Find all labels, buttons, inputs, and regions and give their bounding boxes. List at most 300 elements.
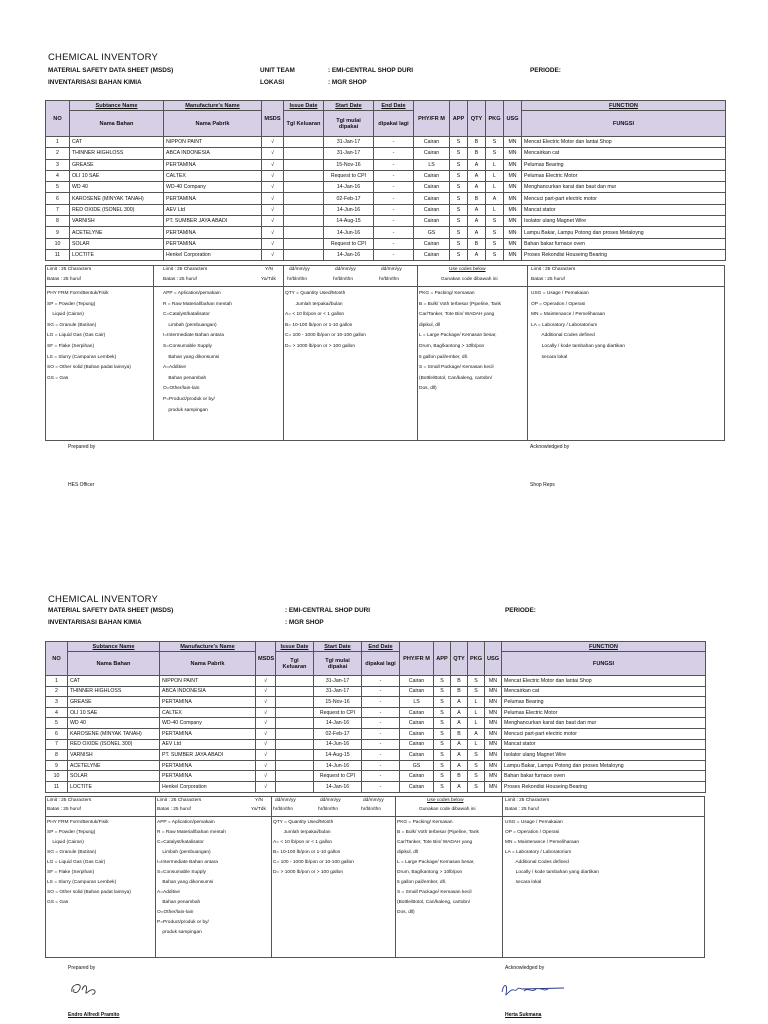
row-pkg: L (486, 170, 504, 181)
legend-line: PKG = Packing/ Kemasan (397, 820, 453, 825)
table-row (46, 182, 726, 193)
row-issue-date (284, 182, 324, 193)
row-nama-pabrik: PERTAMINA (164, 238, 262, 249)
legend-line: SG = Granule (Butiran) (47, 322, 97, 328)
row-phy: Cairan (400, 771, 434, 782)
row-nama-pabrik: PERTAMINA (164, 193, 262, 204)
shop-reps: Shop Reps (530, 482, 555, 488)
row-qty: A (468, 204, 486, 215)
legend-line: A= < 10 lb/pon or < 1 gallon (285, 312, 345, 318)
row-fungsi: Bahan bakar furnace oven (502, 771, 706, 782)
row-issue-date (276, 676, 314, 687)
row-end-date: - (374, 137, 414, 148)
legend-line: Bahan yang dikonsumsi (163, 354, 220, 360)
legend-line: S=Consumable Supply (163, 343, 212, 349)
row-nama-bahan: WD 40 (70, 182, 164, 193)
legend-line: (Bottle/Botol, Can/kaleng, cartobn/ (419, 375, 493, 381)
row-usg: MN (504, 249, 522, 260)
row-usg: MN (504, 193, 522, 204)
col-nama-pabrik: Nama Pabrik (164, 111, 262, 137)
row-fungsi: Mancat stator (522, 204, 726, 215)
row-app: S (450, 159, 468, 170)
row-nama-bahan: VARNISH (68, 750, 160, 761)
row-end-date: - (362, 728, 400, 739)
row-usg: MN (504, 204, 522, 215)
row-nama-pabrik: NIPPON PAINT (160, 676, 256, 687)
row-start-date: 31-Jan-17 (314, 676, 362, 687)
row-no: 5 (46, 182, 70, 193)
row-qty: A (468, 249, 486, 260)
col-end-date: End Date (374, 101, 414, 111)
row-end-date: - (374, 238, 414, 249)
periode-label: PERIODE: (505, 607, 536, 614)
table-row (46, 750, 706, 761)
col-end-date: End Date (362, 642, 400, 652)
row-fungsi: Bahan bakar furnace oven (522, 238, 726, 249)
col-dipakai-lagi: dipakai lagi (374, 111, 414, 137)
row-no: 11 (46, 781, 68, 792)
signature-right-image (498, 980, 568, 1000)
col-issue-date: Issue Date (284, 101, 324, 111)
row-no: 2 (46, 148, 70, 159)
row-end-date: - (374, 148, 414, 159)
limit-hbt-2: hr/bln/thn (333, 277, 354, 282)
row-nama-pabrik: WD-40 Company (164, 182, 262, 193)
row-end-date: - (362, 760, 400, 771)
row-fungsi: Menghancurkan karat dan baut dan mur (502, 718, 706, 729)
legend-line: MN = Maintenance / Pemeliharaan (531, 312, 605, 318)
legend-line: L = Large Package/ Kemasan besar, (419, 333, 497, 339)
row-nama-bahan: KAROSENE (MINYAK TANAH) (68, 728, 160, 739)
legend-line: Bahan penambah (157, 900, 201, 905)
row-usg: MN (504, 159, 522, 170)
row-issue-date (276, 750, 314, 761)
row-fungsi: Proses Rekondisi Houseing Bearing (502, 781, 706, 792)
col-tgl-keluaran: Tgl Keluaran (284, 111, 324, 137)
row-end-date: - (374, 182, 414, 193)
row-no: 7 (46, 739, 68, 750)
lokasi-label: LOKASI (260, 79, 285, 86)
table-row (46, 170, 726, 181)
row-nama-pabrik: Henkel Corporation (160, 781, 256, 792)
row-start-date: Request to CPI (324, 238, 374, 249)
row-nama-pabrik: WD-40 Company (160, 718, 256, 729)
legend-line: LS = Slurry (Campuran Lembek) (47, 880, 117, 885)
legend-line: Liquid (Cairan) (47, 840, 84, 845)
row-no: 3 (46, 697, 68, 708)
row-msds: √ (256, 686, 276, 697)
legend-line: SO = Other solid (Bahan padat lainnya) (47, 890, 131, 895)
row-pkg: L (468, 718, 485, 729)
legend-line: MN = Maintenance / Pemeliharaan (505, 840, 579, 845)
row-qty: A (451, 781, 468, 792)
row-phy: Cairan (400, 718, 434, 729)
col-nama-pabrik: Nama Pabrik (160, 652, 256, 676)
row-phy: Cairan (400, 676, 434, 687)
row-phy: Cairan (400, 728, 434, 739)
row-phy: GS (414, 227, 450, 238)
row-fungsi: Mencat Electric Motor dan lantai Shop (502, 676, 706, 687)
row-nama-pabrik: CALTEX (160, 707, 256, 718)
legend-line: P=Product/produk or by/ (157, 920, 209, 925)
legend-line: Additional Codes defined (531, 333, 595, 339)
legend-line: Drum, Bag/kantong > 10lb/pon (419, 343, 485, 349)
col-substance: Subtance Name (70, 101, 164, 111)
legend-line: USG = Usage / Pemakaian (505, 820, 563, 825)
row-usg: MN (485, 750, 502, 761)
row-msds: √ (262, 159, 284, 170)
row-qty: A (468, 182, 486, 193)
row-nama-pabrik: PERTAMINA (160, 728, 256, 739)
legend-line: S = Small Package/ Kemasan kecil (397, 890, 472, 895)
row-qty: A (451, 760, 468, 771)
row-end-date: - (362, 750, 400, 761)
legend-line: D= > 1000 lb/pon or > 100 gallon (273, 870, 344, 875)
col-phy: PHY/FR M (400, 642, 434, 676)
row-qty: B (451, 676, 468, 687)
row-msds: √ (262, 249, 284, 260)
row-phy: LS (400, 697, 434, 708)
col-no: NO (46, 642, 68, 676)
legend-line: secara lokal (505, 880, 542, 885)
row-no: 1 (46, 676, 68, 687)
row-issue-date (276, 686, 314, 697)
row-msds: √ (262, 148, 284, 159)
row-pkg: L (486, 204, 504, 215)
col-substance: Subtance Name (68, 642, 160, 652)
limit-hbt-3: hr/bln/thn (361, 807, 382, 812)
legend-line: C= 100 - 1000 lb/pon or 10-100 gallon (285, 333, 366, 339)
limit-yatdk: Ya/Tdk (261, 277, 276, 282)
limit-chars-1: Limit : 25 Characters (47, 798, 92, 803)
legend-line: dipikul, dll (397, 850, 419, 855)
row-issue-date (276, 697, 314, 708)
legend-line: A=Additive (157, 890, 181, 895)
row-pkg: A (468, 728, 485, 739)
row-app: S (450, 227, 468, 238)
limit-hbt-1: hr/bln/thn (273, 807, 294, 812)
legend-app (163, 291, 232, 418)
legend-line: Drum, Bag/kantong > 10lb/pon (397, 870, 463, 875)
sheet-title: CHEMICAL INVENTORY (48, 594, 159, 605)
row-pkg: S (468, 771, 485, 782)
row-end-date: - (362, 707, 400, 718)
limit-hbt-2: hr/bln/thn (318, 807, 339, 812)
row-qty: A (468, 159, 486, 170)
row-msds: √ (256, 697, 276, 708)
col-tgl-mulai: Tgl mulai dipakai (324, 111, 374, 137)
row-qty: A (451, 718, 468, 729)
col-usg: USG (485, 642, 502, 676)
row-nama-pabrik: PERTAMINA (164, 227, 262, 238)
row-msds: √ (262, 238, 284, 249)
legend-usg (505, 820, 599, 890)
row-pkg: L (468, 697, 485, 708)
legend-line: D= > 1000 lb/pon or > 100 gallon (285, 343, 356, 349)
table-row (46, 216, 726, 227)
use-codes-below: Use codes below (449, 267, 486, 272)
row-msds: √ (256, 760, 276, 771)
row-nama-pabrik: Henkel Corporation (164, 249, 262, 260)
legend-app (157, 820, 226, 940)
row-start-date: 31-Jan-17 (314, 686, 362, 697)
row-app: S (450, 238, 468, 249)
col-issue-date: Issue Date (276, 642, 314, 652)
row-no: 6 (46, 728, 68, 739)
row-start-date: 14-Jun-16 (314, 739, 362, 750)
row-msds: √ (256, 707, 276, 718)
row-phy: Cairan (414, 148, 450, 159)
legend-block (45, 265, 725, 441)
col-fungsi: FUNGSI (522, 111, 726, 137)
row-app: S (450, 204, 468, 215)
col-phy: PHY/FR M (414, 101, 450, 137)
hes-officer: HES Officer (68, 482, 95, 488)
row-usg: MN (485, 739, 502, 750)
legend-line: SF = Flake (Serpihan) (47, 343, 95, 349)
row-msds: √ (256, 750, 276, 761)
row-nama-bahan: SOLAR (68, 771, 160, 782)
row-start-date: 14-Jan-16 (314, 781, 362, 792)
row-nama-bahan: GREASE (70, 159, 164, 170)
legend-phy (47, 820, 131, 910)
legend-phy (47, 291, 131, 386)
legend-line: Jumlah terpakai/bulan (273, 830, 331, 835)
legend-line: SO = Other solid (Bahan padat lainnya) (47, 365, 131, 371)
row-msds: √ (262, 204, 284, 215)
row-end-date: - (374, 249, 414, 260)
row-start-date: 14-Aug-15 (314, 750, 362, 761)
row-nama-bahan: WD 40 (68, 718, 160, 729)
row-end-date: - (374, 159, 414, 170)
row-fungsi: Mencairkan cat (522, 148, 726, 159)
row-no: 1 (46, 137, 70, 148)
row-msds: √ (256, 739, 276, 750)
row-pkg: S (486, 249, 504, 260)
limit-batas-3: Batas : 25 huruf (505, 807, 539, 812)
row-nama-pabrik: PERTAMINA (160, 760, 256, 771)
row-qty: A (451, 739, 468, 750)
use-codes-below: Use codes below (427, 798, 464, 803)
row-app: S (434, 676, 451, 687)
row-fungsi: Isolator ulang Magnet Wire (502, 750, 706, 761)
row-nama-pabrik: ABCA INDONESIA (164, 148, 262, 159)
row-fungsi: Menghancurkan karat dan baut dan mur (522, 182, 726, 193)
row-fungsi: Isolator ulang Magnet Wire (522, 216, 726, 227)
row-nama-pabrik: PERTAMINA (164, 159, 262, 170)
limit-chars-3: Limit : 25 Characters (531, 267, 576, 272)
row-fungsi: Pelumas Bearing (522, 159, 726, 170)
row-pkg: S (468, 686, 485, 697)
row-no: 4 (46, 170, 70, 181)
legend-line: Additional Codes defined (505, 860, 569, 865)
row-no: 5 (46, 718, 68, 729)
limit-chars-3: Limit : 25 Characters (505, 798, 550, 803)
table-row (46, 676, 706, 687)
row-usg: MN (485, 686, 502, 697)
row-msds: √ (256, 728, 276, 739)
row-usg: MN (504, 137, 522, 148)
row-fungsi: Mancat stator (502, 739, 706, 750)
preparer-name: Endro Alfredi Pramito (68, 1012, 120, 1018)
legend-line: (Bottle/Botol, Can/kaleng, cartobn/ (397, 900, 471, 905)
legend-line: O=Other/lain-lain (157, 910, 194, 915)
row-no: 4 (46, 707, 68, 718)
row-app: S (434, 686, 451, 697)
inventory-table (45, 641, 706, 793)
row-usg: MN (485, 760, 502, 771)
row-msds: √ (256, 718, 276, 729)
row-issue-date (284, 249, 324, 260)
col-pkg: PKG (486, 101, 504, 137)
row-nama-bahan: CAT (70, 137, 164, 148)
legend-line: OP = Operation / Operasi (531, 301, 586, 307)
legend-line: S = Small Package/ Kemasan kecil (419, 365, 494, 371)
col-msds: MSDS (256, 642, 276, 676)
row-start-date: 02-Feb-17 (324, 193, 374, 204)
legend-line: I=Intermediate Bahan antara (157, 860, 218, 865)
row-start-date: 14-Jun-16 (314, 760, 362, 771)
legend-line: Liquid (Cairan) (47, 312, 84, 318)
legend-line: Locally / kode tambahan yang diartikan (505, 870, 599, 875)
row-fungsi: Mencat Electric Motor dan lantai Shop (522, 137, 726, 148)
acknowledged-by: Acknowledged by (505, 965, 545, 971)
row-qty: B (468, 238, 486, 249)
row-app: S (434, 760, 451, 771)
table-row (46, 238, 726, 249)
gunakan-code: Gunakan code dibawah ini (441, 277, 498, 282)
legend-line: A=Additive (163, 365, 187, 371)
col-manufacture: Manufacture's Name (164, 101, 262, 111)
limit-yn: Y/N (265, 267, 273, 272)
limit-yn: Y/N (255, 798, 263, 803)
legend-line: P=Product/produk or by/ (163, 396, 215, 402)
row-pkg: S (486, 227, 504, 238)
row-end-date: - (362, 697, 400, 708)
row-nama-pabrik: PERTAMINA (160, 697, 256, 708)
legend-line: OP = Operation / Operasi (505, 830, 560, 835)
row-msds: √ (262, 227, 284, 238)
inventarisasi-label: INVENTARISASI BAHAN KIMIA (48, 79, 142, 86)
row-phy: Cairan (414, 204, 450, 215)
row-fungsi: Proses Rekondisi Houseing Bearing (522, 249, 726, 260)
row-phy: Cairan (400, 686, 434, 697)
row-qty: B (468, 137, 486, 148)
row-no: 9 (46, 760, 68, 771)
row-phy: Cairan (414, 182, 450, 193)
row-start-date: Request to CPI (314, 707, 362, 718)
row-issue-date (276, 739, 314, 750)
row-fungsi: Lampu Bakar, Lampu Potong dan proses Metaloyng (522, 227, 726, 238)
row-end-date: - (374, 204, 414, 215)
row-phy: Cairan (400, 781, 434, 792)
row-start-date: 31-Jan-17 (324, 148, 374, 159)
row-end-date: - (374, 216, 414, 227)
acknowledged-by: Acknowledged by (530, 444, 570, 450)
col-function: FUNCTION (522, 101, 726, 111)
limit-yatdk: Ya/Tdk (251, 807, 266, 812)
legend-line: B= 10-100 lb/pon or 1-10 gallon (285, 322, 353, 328)
row-app: S (450, 216, 468, 227)
inventory-table (45, 100, 726, 261)
row-start-date: Request to CPI (314, 771, 362, 782)
row-qty: B (451, 728, 468, 739)
row-issue-date (284, 227, 324, 238)
row-issue-date (284, 238, 324, 249)
row-fungsi: Mencuci part-part electric motor (502, 728, 706, 739)
limit-dmy-2: dd/mm/yy (335, 267, 356, 272)
legend-line: produk sampingan (163, 407, 208, 413)
row-issue-date (284, 216, 324, 227)
table-row (46, 686, 706, 697)
row-end-date: - (362, 771, 400, 782)
unit-team-value: : EMI-CENTRAL SHOP DURI (328, 67, 413, 74)
legend-line: dipikul, dll (419, 322, 441, 328)
row-pkg: S (486, 148, 504, 159)
row-qty: A (451, 707, 468, 718)
row-nama-pabrik: ABCA INDONESIA (160, 686, 256, 697)
row-phy: LS (414, 159, 450, 170)
legend-line: A= < 10 lb/pon or < 1 gallon (273, 840, 333, 845)
row-phy: Cairan (400, 707, 434, 718)
row-issue-date (276, 760, 314, 771)
row-fungsi: Mencuci part-part electric motor (522, 193, 726, 204)
legend-line: SG = Granule (Butiran) (47, 850, 97, 855)
row-usg: MN (504, 170, 522, 181)
legend-line: Car/Tanker, Tote Bin/ WADAH yang (397, 840, 473, 845)
row-usg: MN (504, 216, 522, 227)
legend-line: LA = Laboratory / Laboratorium (531, 322, 598, 328)
table-row (46, 137, 726, 148)
legend-line: LG = Liquid Gas (Gas Cair) (47, 860, 106, 865)
row-pkg: S (468, 676, 485, 687)
table-row (46, 718, 706, 729)
row-start-date: 14-Aug-15 (324, 216, 374, 227)
gunakan-code: Gunakan code dibawah ini (419, 807, 476, 812)
row-nama-bahan: THINNER HIGHLOSS (68, 686, 160, 697)
legend-line: Bahan penambah (163, 375, 207, 381)
row-nama-pabrik: PT. SUMBER JAYA ABADI (164, 216, 262, 227)
col-fungsi: FUNGSI (502, 652, 706, 676)
col-dipakai-lagi: dipakai lagi (362, 652, 400, 676)
row-msds: √ (262, 182, 284, 193)
row-qty: A (451, 697, 468, 708)
row-pkg: S (468, 760, 485, 771)
table-row (46, 707, 706, 718)
row-phy: Cairan (414, 170, 450, 181)
signature-left-image (68, 978, 108, 1000)
row-phy: Cairan (414, 193, 450, 204)
limit-dmy-3: dd/mm/yy (363, 798, 384, 803)
row-issue-date (276, 718, 314, 729)
col-nama-bahan: Nama Bahan (70, 111, 164, 137)
legend-line: QTY = Quantity Used/Month (273, 820, 334, 825)
legend-line: Limbah (pembuangan) (163, 322, 217, 328)
row-msds: √ (262, 193, 284, 204)
row-pkg: S (468, 750, 485, 761)
legend-line: 5 gallon pail/ember, dll. (397, 880, 447, 885)
row-nama-pabrik: PERTAMINA (160, 771, 256, 782)
row-nama-bahan: GREASE (68, 697, 160, 708)
legend-pkg (397, 820, 479, 920)
legend-line: LG = Liquid Gas (Gas Cair) (47, 333, 106, 339)
limit-batas-2: Batas : 25 huruf (157, 807, 191, 812)
row-phy: Cairan (414, 249, 450, 260)
row-fungsi: Pelumas Electric Motor (502, 707, 706, 718)
legend-block (45, 796, 705, 958)
row-usg: MN (485, 676, 502, 687)
row-nama-pabrik: NIPPON PAINT (164, 137, 262, 148)
